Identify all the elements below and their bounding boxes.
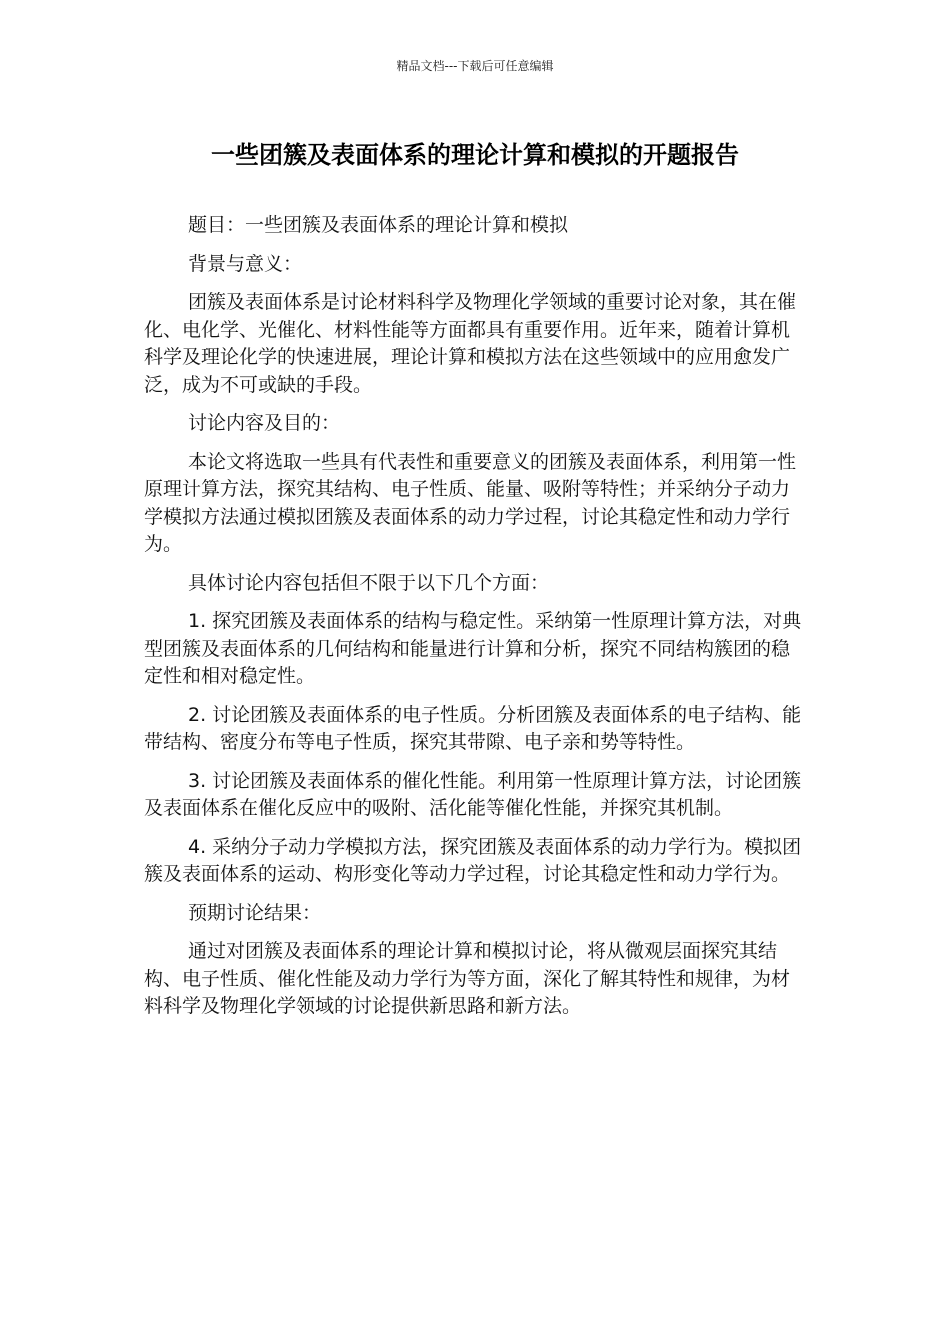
header-note: 精品文档---下载后可任意编辑 [396,59,554,73]
content-item-4: 4. 采纳分子动力学模拟方法，探究团簇及表面体系的动力学行为。模拟团簇及表面体系的运动、构形变化等动力学过程，讨论其稳定性和动力学行为。 [144,835,802,885]
section-heading-content: 讨论内容及目的： [188,412,341,434]
document-title: 一些团簇及表面体系的理论计算和模拟的开题报告 [211,141,739,169]
content-list-intro: 具体讨论内容包括但不限于以下几个方面： [188,571,550,594]
content-item-1: 1. 探究团簇及表面体系的结构与稳定性。采纳第一性原理计算方法，对典型团簇及表面体系的几何结构和能量进行计算和分析，探究不同结构簇团的稳定性和相对稳定性。 [144,610,802,687]
expected-results-paragraph: 通过对团簇及表面体系的理论计算和模拟讨论，将从微观层面探究其结构、电子性质、催化性能及动力学行为等方面，深化了解其特性和规律，为材料科学及物理化学领域的讨论提供新思路和新方法。 [144,940,791,1017]
background-paragraph: 团簇及表面体系是讨论材料科学及物理化学领域的重要讨论对象，其在催化、电化学、光催化、材料性能等方面都具有重要作用。近年来，随着计算机科学及理论化学的快速进展，理论计算和模拟方法在这些领域中的应用愈发广泛，成为不可或缺的手段。 [144,291,797,396]
content-item-2: 2. 讨论团簇及表面体系的电子性质。分析团簇及表面体系的电子结构、能带结构、密度分布等电子性质，探究其带隙、电子亲和势等特性。 [144,703,802,753]
topic-line: 题目：一些团簇及表面体系的理论计算和模拟 [188,214,569,236]
section-heading-expected-results: 预期讨论结果： [188,901,322,924]
document-body [144,212,808,1032]
content-paragraph: 本论文将选取一些具有代表性和重要意义的团簇及表面体系，利用第一性原理计算方法，探究其结构、电子性质、能量、吸附等特性；并采纳分子动力学模拟方法通过模拟团簇及表面体系的动力学过程，讨论其稳定性和动力学行为。 [144,450,797,555]
section-heading-background: 背景与意义： [188,252,303,275]
content-item-3: 3. 讨论团簇及表面体系的催化性能。利用第一性原理计算方法，讨论团簇及表面体系在催化反应中的吸附、活化能等催化性能，并探究其机制。 [144,769,802,819]
